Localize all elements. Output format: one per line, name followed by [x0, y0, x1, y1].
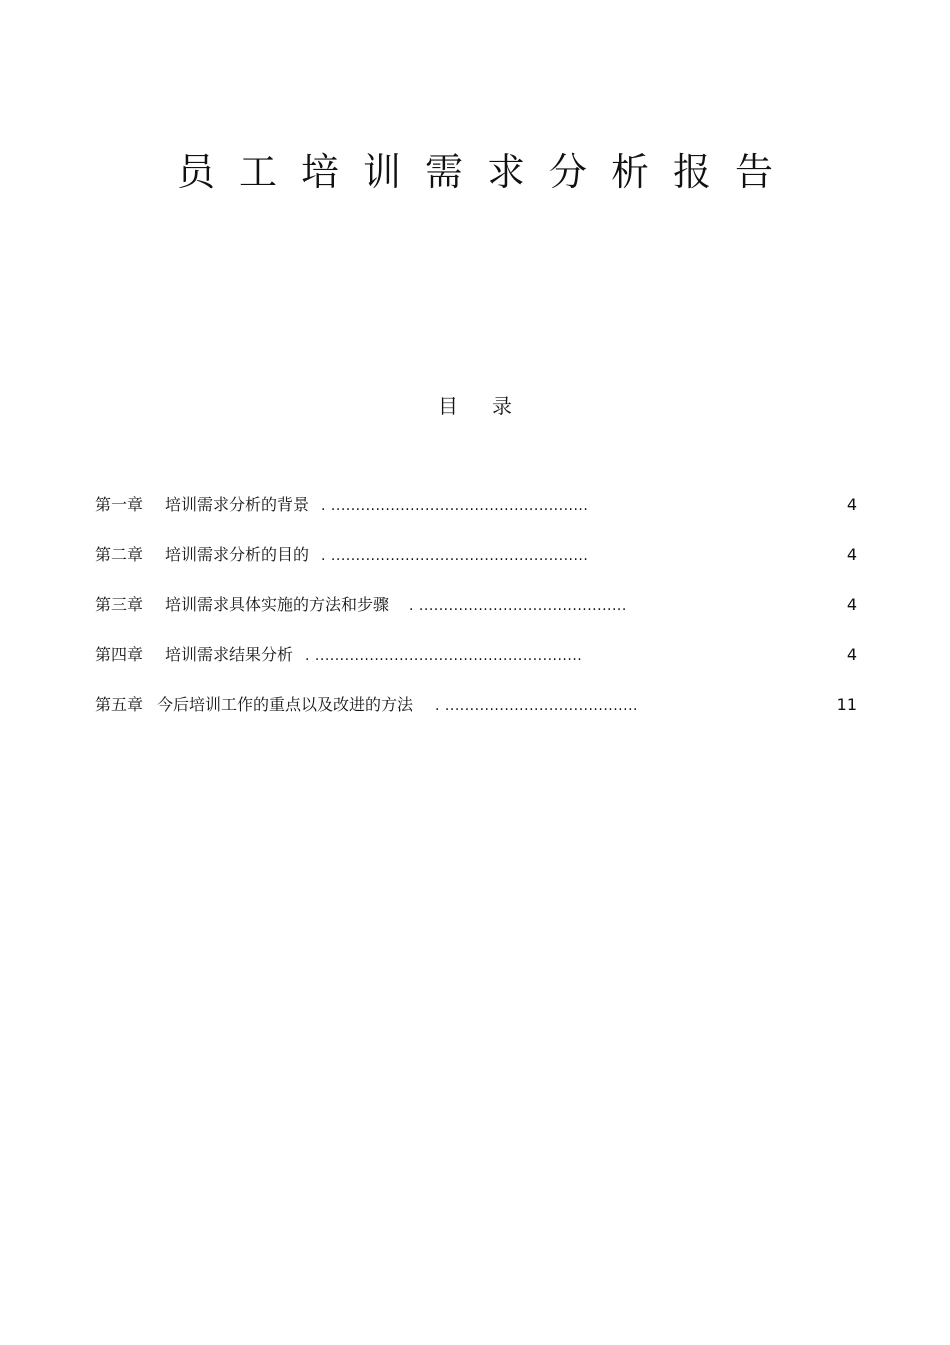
toc-entry[interactable] — [95, 591, 857, 641]
toc-entry[interactable] — [95, 491, 857, 541]
toc-entry-title: 培训需求分析的目的 — [165, 545, 310, 564]
toc-dot-leader: . .................................................... — [321, 548, 589, 564]
toc-chapter-label: 第四章 — [95, 645, 144, 664]
toc-entry-title: 培训需求结果分析 — [165, 645, 294, 664]
toc-entry[interactable] — [95, 641, 857, 691]
document-title: 员工培训需求分析报告 — [176, 150, 797, 195]
toc-dot-leader: . .......................................... — [409, 598, 627, 614]
toc-dot-leader: . .................................................... — [321, 498, 589, 514]
toc-heading: 目录 — [438, 394, 546, 418]
toc-chapter-label: 第二章 — [95, 545, 144, 564]
toc-page-number: 4 — [846, 495, 857, 514]
toc-page-number: 4 — [846, 645, 857, 664]
toc-dot-leader: . ....................................... — [435, 698, 638, 714]
toc-chapter-label: 第五章 — [95, 695, 144, 714]
toc-page-number: 4 — [846, 595, 857, 614]
table-of-contents — [95, 491, 857, 741]
toc-page-number: 11 — [836, 695, 857, 714]
toc-entry[interactable] — [95, 691, 857, 741]
toc-dot-leader: . ...................................................... — [305, 648, 583, 664]
toc-entry-title: 培训需求分析的背景 — [165, 495, 310, 514]
toc-page-number: 4 — [846, 545, 857, 564]
toc-entry-title: 今后培训工作的重点以及改进的方法 — [157, 695, 414, 714]
toc-entry[interactable] — [95, 541, 857, 591]
toc-chapter-label: 第三章 — [95, 595, 144, 614]
toc-chapter-label: 第一章 — [95, 495, 144, 514]
toc-entry-title: 培训需求具体实施的方法和步骤 — [165, 595, 390, 614]
